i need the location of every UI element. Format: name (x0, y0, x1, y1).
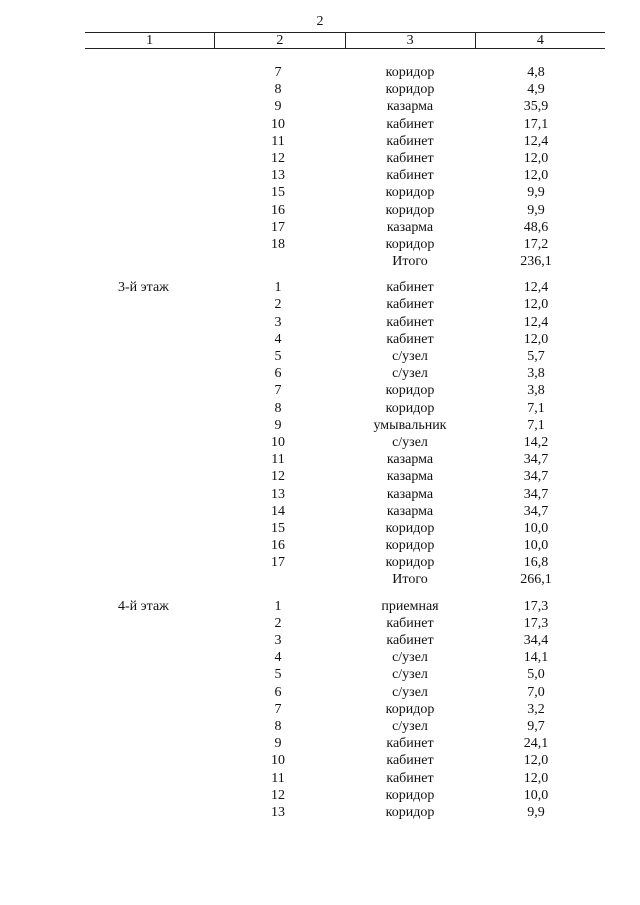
floor-label: 3-й этаж (118, 280, 169, 296)
room-number: 11 (271, 770, 285, 786)
room-number: 7 (274, 65, 282, 80)
room-name: кабинет (386, 753, 434, 769)
table-row (0, 735, 640, 752)
room-name: кабинет (386, 331, 434, 347)
table-row (0, 520, 640, 537)
room-name: казарма (386, 486, 434, 502)
section-gap (0, 589, 640, 598)
room-name: казарма (386, 469, 434, 485)
room-name: кабинет (386, 280, 434, 296)
room-area: 12,0 (523, 150, 549, 166)
room-number: 10 (271, 116, 285, 132)
table-row (0, 98, 640, 115)
room-number: 17 (271, 555, 285, 571)
room-name: с/узел (392, 366, 428, 382)
room-area: 10,0 (523, 787, 549, 803)
floor-label: 4-й этаж (118, 598, 169, 614)
room-number: 16 (271, 202, 285, 218)
room-area: 16,8 (523, 555, 549, 571)
room-number: 3 (274, 633, 282, 648)
section-gap (0, 270, 640, 279)
room-area: 17,2 (523, 236, 549, 252)
room-number: 18 (271, 236, 285, 252)
table-row (0, 167, 640, 184)
room-number: 15 (271, 185, 285, 201)
table-row (0, 382, 640, 399)
room-number: 9 (274, 417, 282, 433)
room-area: 3,2 (527, 701, 545, 717)
table-row (0, 787, 640, 804)
room-number: 2 (274, 297, 282, 313)
room-number: 13 (271, 486, 285, 502)
room-area: 14,1 (523, 650, 549, 666)
room-name: коридор (385, 185, 435, 201)
room-name: коридор (385, 202, 435, 218)
room-area: 34,7 (523, 452, 549, 468)
room-name: с/узел (392, 718, 428, 734)
table-row (0, 615, 640, 632)
room-name: коридор (385, 383, 435, 399)
room-name: коридор (385, 82, 435, 98)
table-row (0, 279, 640, 296)
table-row (0, 64, 640, 81)
room-area: 17,1 (523, 116, 549, 132)
room-number: 12 (271, 787, 285, 803)
table-row (0, 150, 640, 167)
room-name: кабинет (386, 168, 434, 184)
room-area: 10,0 (523, 520, 549, 536)
room-area: 34,7 (523, 486, 549, 502)
room-area: 34,7 (523, 503, 549, 519)
room-area: 266,1 (520, 572, 552, 588)
table-row (0, 184, 640, 201)
room-area: 34,4 (523, 633, 549, 648)
room-name: Итого (392, 572, 428, 588)
table-row (0, 804, 640, 821)
table-row (0, 666, 640, 683)
table-row (0, 81, 640, 98)
room-name: коридор (385, 787, 435, 803)
room-number: 13 (271, 168, 285, 184)
table-header (85, 32, 605, 49)
room-number: 1 (274, 598, 282, 614)
room-area: 5,7 (527, 349, 545, 364)
room-name: коридор (385, 538, 435, 554)
room-name: умывальник (373, 417, 447, 433)
room-name: кабинет (386, 314, 434, 330)
room-name: коридор (385, 236, 435, 252)
table-row (0, 468, 640, 485)
room-number: 12 (271, 150, 285, 166)
room-name: коридор (385, 555, 435, 571)
room-name: кабинет (386, 297, 434, 313)
room-area: 4,9 (527, 82, 545, 98)
room-area: 7,0 (527, 684, 545, 700)
table-row (0, 684, 640, 701)
room-number: 14 (271, 503, 285, 519)
column-header-2: 2 (215, 33, 345, 48)
room-name: с/узел (392, 684, 428, 700)
table-row (0, 219, 640, 236)
room-area: 12,4 (523, 314, 549, 330)
room-number: 10 (271, 434, 285, 450)
room-area: 34,7 (523, 469, 549, 485)
table-row (0, 417, 640, 434)
room-number: 8 (274, 400, 282, 416)
table-row (0, 400, 640, 417)
room-number: 6 (274, 366, 282, 382)
table-body (0, 64, 640, 821)
table-row (0, 649, 640, 666)
room-number: 17 (271, 219, 285, 235)
room-area: 9,7 (527, 718, 545, 734)
table-row (0, 537, 640, 554)
table-row (0, 718, 640, 735)
room-number: 4 (274, 650, 282, 666)
room-name: с/узел (392, 349, 428, 364)
table-row (0, 434, 640, 451)
room-number: 15 (271, 520, 285, 536)
room-name: казарма (386, 219, 434, 235)
room-name: коридор (385, 400, 435, 416)
room-number: 13 (271, 804, 285, 820)
room-number: 3 (274, 314, 282, 330)
room-area: 14,2 (523, 434, 549, 450)
table-row (0, 770, 640, 787)
room-name: коридор (385, 804, 435, 820)
room-number: 10 (271, 753, 285, 769)
room-area: 12,0 (523, 770, 549, 786)
room-name: кабинет (386, 133, 434, 149)
room-number: 1 (274, 280, 282, 296)
room-number: 16 (271, 538, 285, 554)
room-area: 5,0 (527, 667, 545, 683)
table-row (0, 701, 640, 718)
table-row (0, 632, 640, 649)
room-area: 12,0 (523, 753, 549, 769)
room-area: 3,8 (527, 383, 545, 399)
table-row (0, 133, 640, 150)
room-name: с/узел (392, 667, 428, 683)
room-name: с/узел (392, 650, 428, 666)
room-name: казарма (386, 99, 434, 115)
table-row (0, 571, 640, 588)
room-area: 236,1 (520, 254, 552, 270)
room-area: 4,8 (527, 65, 545, 80)
table-row (0, 314, 640, 331)
room-area: 24,1 (523, 736, 549, 752)
table-row (0, 331, 640, 348)
room-name: кабинет (386, 770, 434, 786)
room-name: коридор (385, 520, 435, 536)
room-number: 9 (274, 99, 282, 115)
room-name: казарма (386, 452, 434, 468)
room-number: 5 (274, 667, 282, 683)
table-row (0, 451, 640, 468)
table-row (0, 253, 640, 270)
table-row (0, 348, 640, 365)
room-area: 12,4 (523, 280, 549, 296)
column-header-1: 1 (85, 33, 215, 48)
room-name: Итого (392, 254, 428, 270)
room-area: 7,1 (527, 417, 545, 433)
room-name: коридор (385, 65, 435, 80)
room-number: 5 (274, 349, 282, 364)
table-row (0, 236, 640, 253)
room-name: коридор (385, 701, 435, 717)
room-number: 11 (271, 452, 285, 468)
room-name: кабинет (386, 150, 434, 166)
table-row (0, 554, 640, 571)
room-number: 8 (274, 718, 282, 734)
table-row (0, 598, 640, 615)
room-number: 6 (274, 684, 282, 700)
room-number: 7 (274, 701, 282, 717)
room-number: 4 (274, 331, 282, 347)
room-number: 11 (271, 133, 285, 149)
room-area: 12,4 (523, 133, 549, 149)
room-name: с/узел (392, 434, 428, 450)
room-name: кабинет (386, 116, 434, 132)
room-area: 35,9 (523, 99, 549, 115)
table-row (0, 116, 640, 133)
column-header-4: 4 (536, 33, 544, 48)
room-area: 9,9 (527, 202, 545, 218)
room-area: 7,1 (527, 400, 545, 416)
room-number: 8 (274, 82, 282, 98)
room-area: 48,6 (523, 219, 549, 235)
room-area: 12,0 (523, 297, 549, 313)
room-name: кабинет (386, 736, 434, 752)
room-area: 9,9 (527, 185, 545, 201)
room-area: 17,3 (523, 615, 549, 631)
room-area: 10,0 (523, 538, 549, 554)
room-area: 12,0 (523, 168, 549, 184)
room-area: 12,0 (523, 331, 549, 347)
room-name: кабинет (386, 633, 434, 648)
room-number: 12 (271, 469, 285, 485)
table-row (0, 202, 640, 219)
table-row (0, 486, 640, 503)
room-number: 7 (274, 383, 282, 399)
table-row (0, 752, 640, 769)
room-name: кабинет (386, 615, 434, 631)
table-row (0, 365, 640, 382)
room-number: 9 (274, 736, 282, 752)
room-number: 2 (274, 615, 282, 631)
room-area: 17,3 (523, 598, 549, 614)
room-name: казарма (386, 503, 434, 519)
page-number: 2 (316, 14, 324, 29)
room-area: 9,9 (527, 804, 545, 820)
room-area: 3,8 (527, 366, 545, 382)
room-name: приемная (381, 598, 439, 614)
column-header-3: 3 (346, 33, 476, 48)
table-row (0, 503, 640, 520)
table-row (0, 296, 640, 313)
